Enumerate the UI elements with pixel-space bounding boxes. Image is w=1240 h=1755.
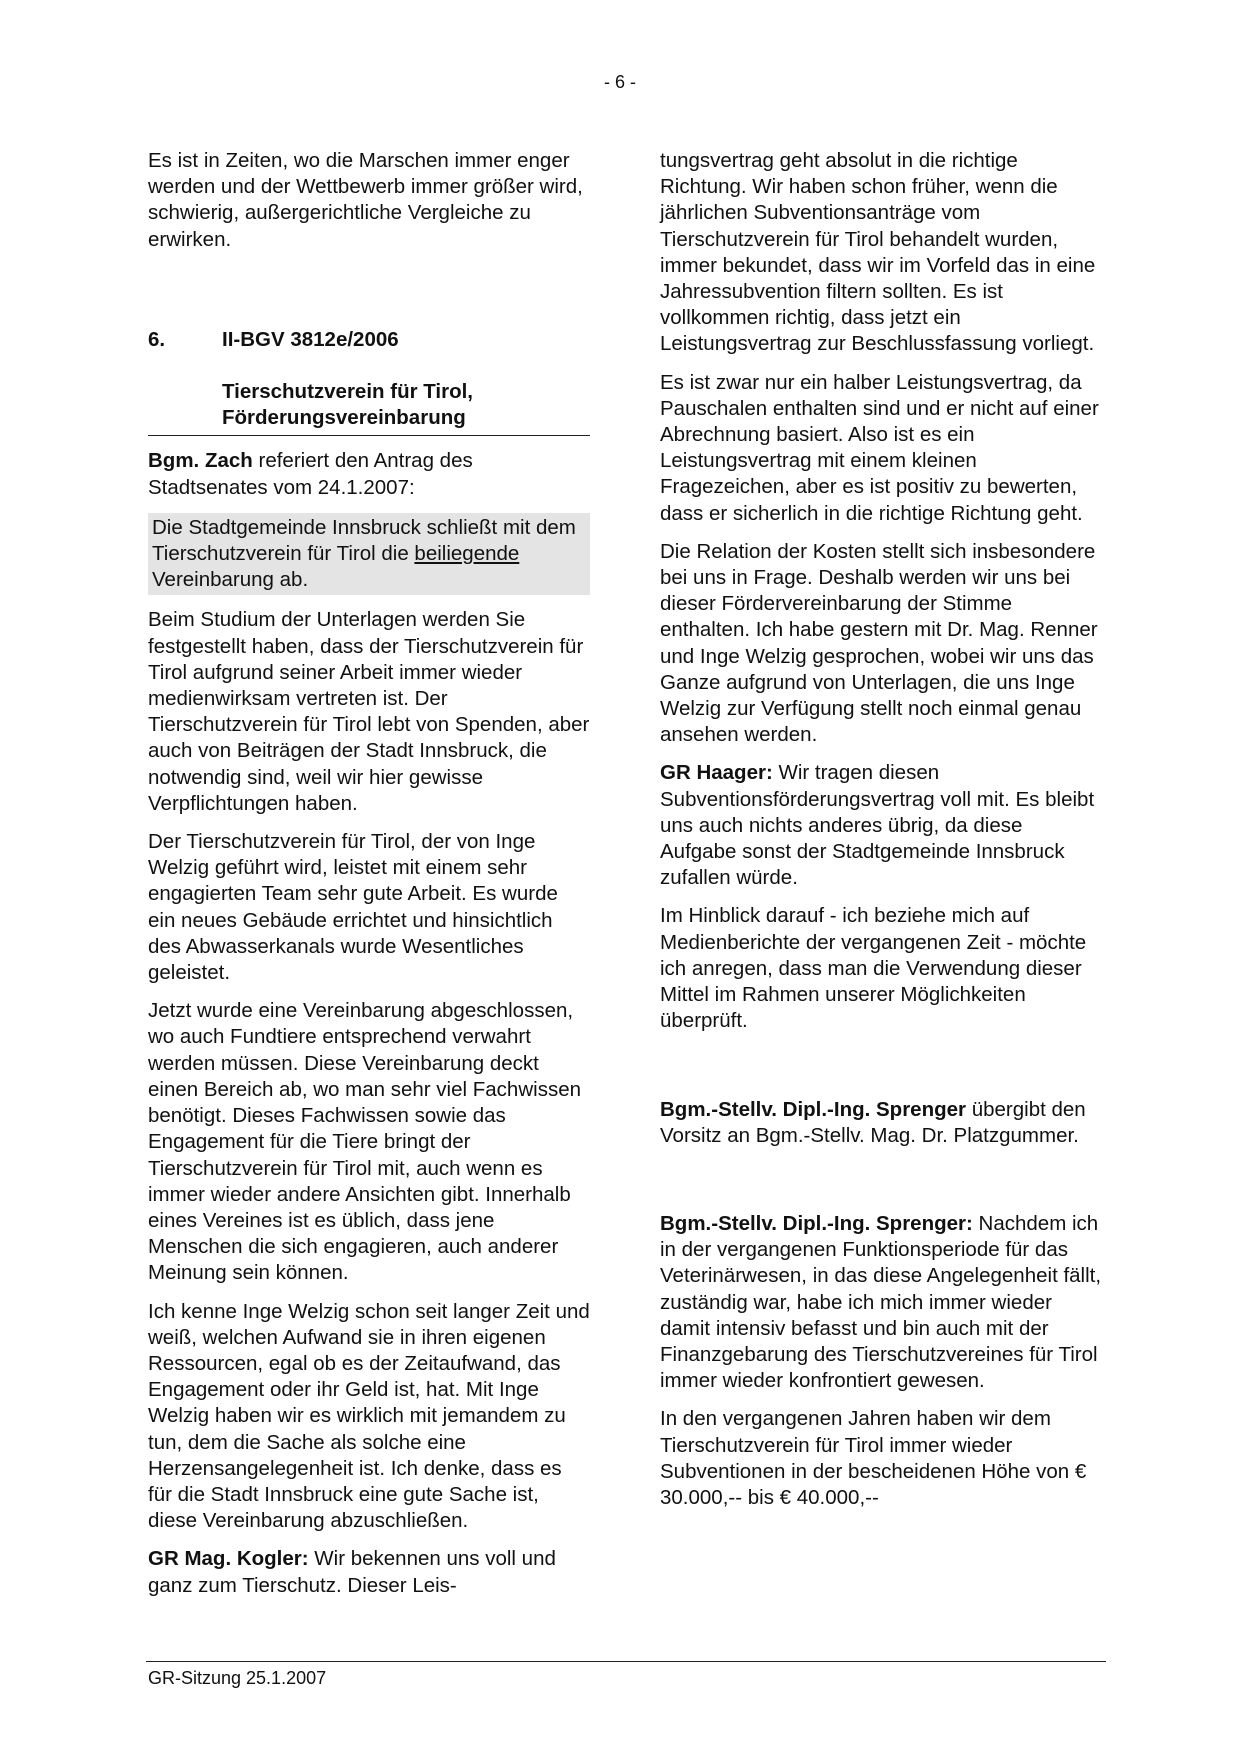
attachment-reference: beiliegende — [414, 542, 520, 566]
speaker-name: GR Haager: — [660, 761, 773, 785]
agenda-item-subject-block — [148, 379, 590, 436]
speaker-name: Bgm. Zach — [148, 449, 253, 473]
paragraph: Der Tierschutzverein für Tirol, der von Inge Welzig geführt wird, leistet mit einem sehr engagierten Team sehr gute Arbeit. Es wurde ein neues Gebäude errichtet und hinsichtlich des Abwasserkanals wurde Wesentliches geleistet. — [148, 830, 558, 985]
agenda-item-subject-line2: Förderungsvereinbarung — [222, 406, 466, 430]
speaker-name: GR Mag. Kogler: — [148, 1547, 309, 1571]
speaker-name: Bgm.-Stellv. Dipl.-Ing. Sprenger — [660, 1097, 967, 1121]
paragraph: Ich kenne Inge Welzig schon seit langer Zeit und weiß, welchen Aufwand sie in ihren eigenen Ressourcen, egal ob es der Zeitaufwand, das Engagement oder ihr Geld ist, hat. Mit Inge Welzig haben wir es wirklich mit jemandem zu tun, dem die Sache als solche eine Herzensangelegenheit ist. Ich denke, dass es für die Stadt Innsbruck eine gute Sache ist, diese Vereinbarung abzuschließen. — [148, 1299, 590, 1533]
agenda-item-subject-line1: Tierschutzverein für Tirol, — [222, 380, 474, 404]
paragraph: In den vergangenen Jahren haben wir dem Tierschutzverein für Tirol immer wieder Subventionen in der bescheidenen Höhe von € 30.000,-- bis € 40.000,-- — [660, 1407, 1087, 1509]
agenda-item-header — [148, 327, 590, 353]
paragraph: Im Hinblick darauf - ich beziehe mich auf Medienberichte der vergangenen Zeit - möchte ich anregen, dass man die Verwendung dieser Mittel im Rahmen unserer Möglichkeiten überprüft. — [660, 904, 1087, 1033]
paragraph: Jetzt wurde eine Vereinbarung abgeschlossen, wo auch Fundtiere entsprechend verwahrt werden müssen. Diese Vereinbarung deckt einen Bereich ab, wo man sehr viel Fachwissen benötigt. Dieses Fachwissen sowie das Engagement für die Tiere bringt der Tierschutzverein für Tirol mit, auch wenn es immer wieder andere Ansichten gibt. Innerhalb eines Vereines ist es üblich, dass jene Menschen die sich engagieren, auch anderer Meinung sein können. — [148, 999, 581, 1285]
page-number: - 6 - — [603, 72, 636, 92]
left-column — [148, 148, 590, 1611]
speaker-name: Bgm.-Stellv. Dipl.-Ing. Sprenger: — [660, 1211, 973, 1235]
footer-session-label: GR-Sitzung 25.1.2007 — [148, 1668, 327, 1688]
footer-rule — [146, 1661, 1106, 1662]
speaker-paragraph-zach: Bgm. Zach referiert den Antrag des Stadtsenates vom 24.1.2007: — [148, 449, 473, 499]
right-column — [660, 148, 1102, 1523]
paragraph: tungsvertrag geht absolut in die richtige Richtung. Wir haben schon früher, wenn die jährlichen Subventionsanträge vom Tierschutzverein für Tirol behandelt wurden, immer bekundet, dass wir im Vorfeld das in eine Jahressubvention filtern sollten. Es ist vollkommen richtig, dass jetzt ein Leistungsvertrag zur Beschlussfassung vorliegt. — [660, 149, 1096, 356]
motion-text: Die Stadtgemeinde Innsbruck schließt mit dem Tierschutzverein für Tirol die beiliegende Vereinbarung ab. — [148, 513, 590, 596]
agenda-item-code: II-BGV 3812e/2006 — [222, 327, 399, 351]
chair-handover-note: Bgm.-Stellv. Dipl.-Ing. Sprenger übergibt den Vorsitz an Bgm.-Stellv. Mag. Dr. Platzgummer. — [660, 1097, 1086, 1147]
agenda-item-number: 6. — [148, 327, 166, 351]
agenda-item-subject — [222, 379, 590, 435]
intro-paragraph: Es ist in Zeiten, wo die Marschen immer enger werden und der Wettbewerb immer größer wird, schwierig, außergerichtliche Vergleiche zu erwirken. — [148, 149, 583, 251]
speaker-paragraph-sprenger: Bgm.-Stellv. Dipl.-Ing. Sprenger: Nachdem ich in der vergangenen Funktionsperiode für das Veterinärwesen, in das diese Angelegenheit fällt, zuständig war, habe ich mich immer wieder damit intensiv befasst und bin auch mit der Finanzgebarung des Tierschutzvereines für Tirol immer wieder konfrontiert gewesen. — [660, 1211, 1102, 1393]
paragraph: Beim Studium der Unterlagen werden Sie festgestellt haben, dass der Tierschutzverein für Tirol aufgrund seiner Arbeit immer wieder medienwirksam vertreten ist. Der Tierschutzverein für Tirol lebt von Spenden, aber auch von Beiträgen der Stadt Innsbruck, die notwendig sind, weil wir hier gewisse Verpflichtungen haben. — [148, 608, 590, 815]
speaker-paragraph-haager: GR Haager: Wir tragen diesen Subventionsförderungsvertrag voll mit. Es bleibt uns auch nichts anderes übrig, da diese Aufgabe sonst der Stadtgemeinde Innsbruck zufallen würde. — [660, 761, 1095, 890]
paragraph: Die Relation der Kosten stellt sich insbesondere bei uns in Frage. Deshalb werden wir uns bei dieser Fördervereinbarung der Stimme enthalten. Ich habe gestern mit Dr. Mag. Renner und Inge Welzig gesprochen, wobei wir uns das Ganze aufgrund von Unterlagen, die uns Inge Welzig zur Verfügung stellt noch einmal genau ansehen werden. — [660, 539, 1098, 747]
paragraph: Es ist zwar nur ein halber Leistungsvertrag, da Pauschalen enthalten sind und er nicht auf einer Abrechnung basiert. Also ist es ein Leistungsvertrag mit einem kleinen Fragezeichen, aber es ist positiv zu bewerten, dass er sicherlich in die richtige Richtung geht. — [660, 370, 1099, 525]
speaker-paragraph-kogler: GR Mag. Kogler: Wir bekennen uns voll und ganz zum Tierschutz. Dieser Leis- — [148, 1547, 556, 1597]
